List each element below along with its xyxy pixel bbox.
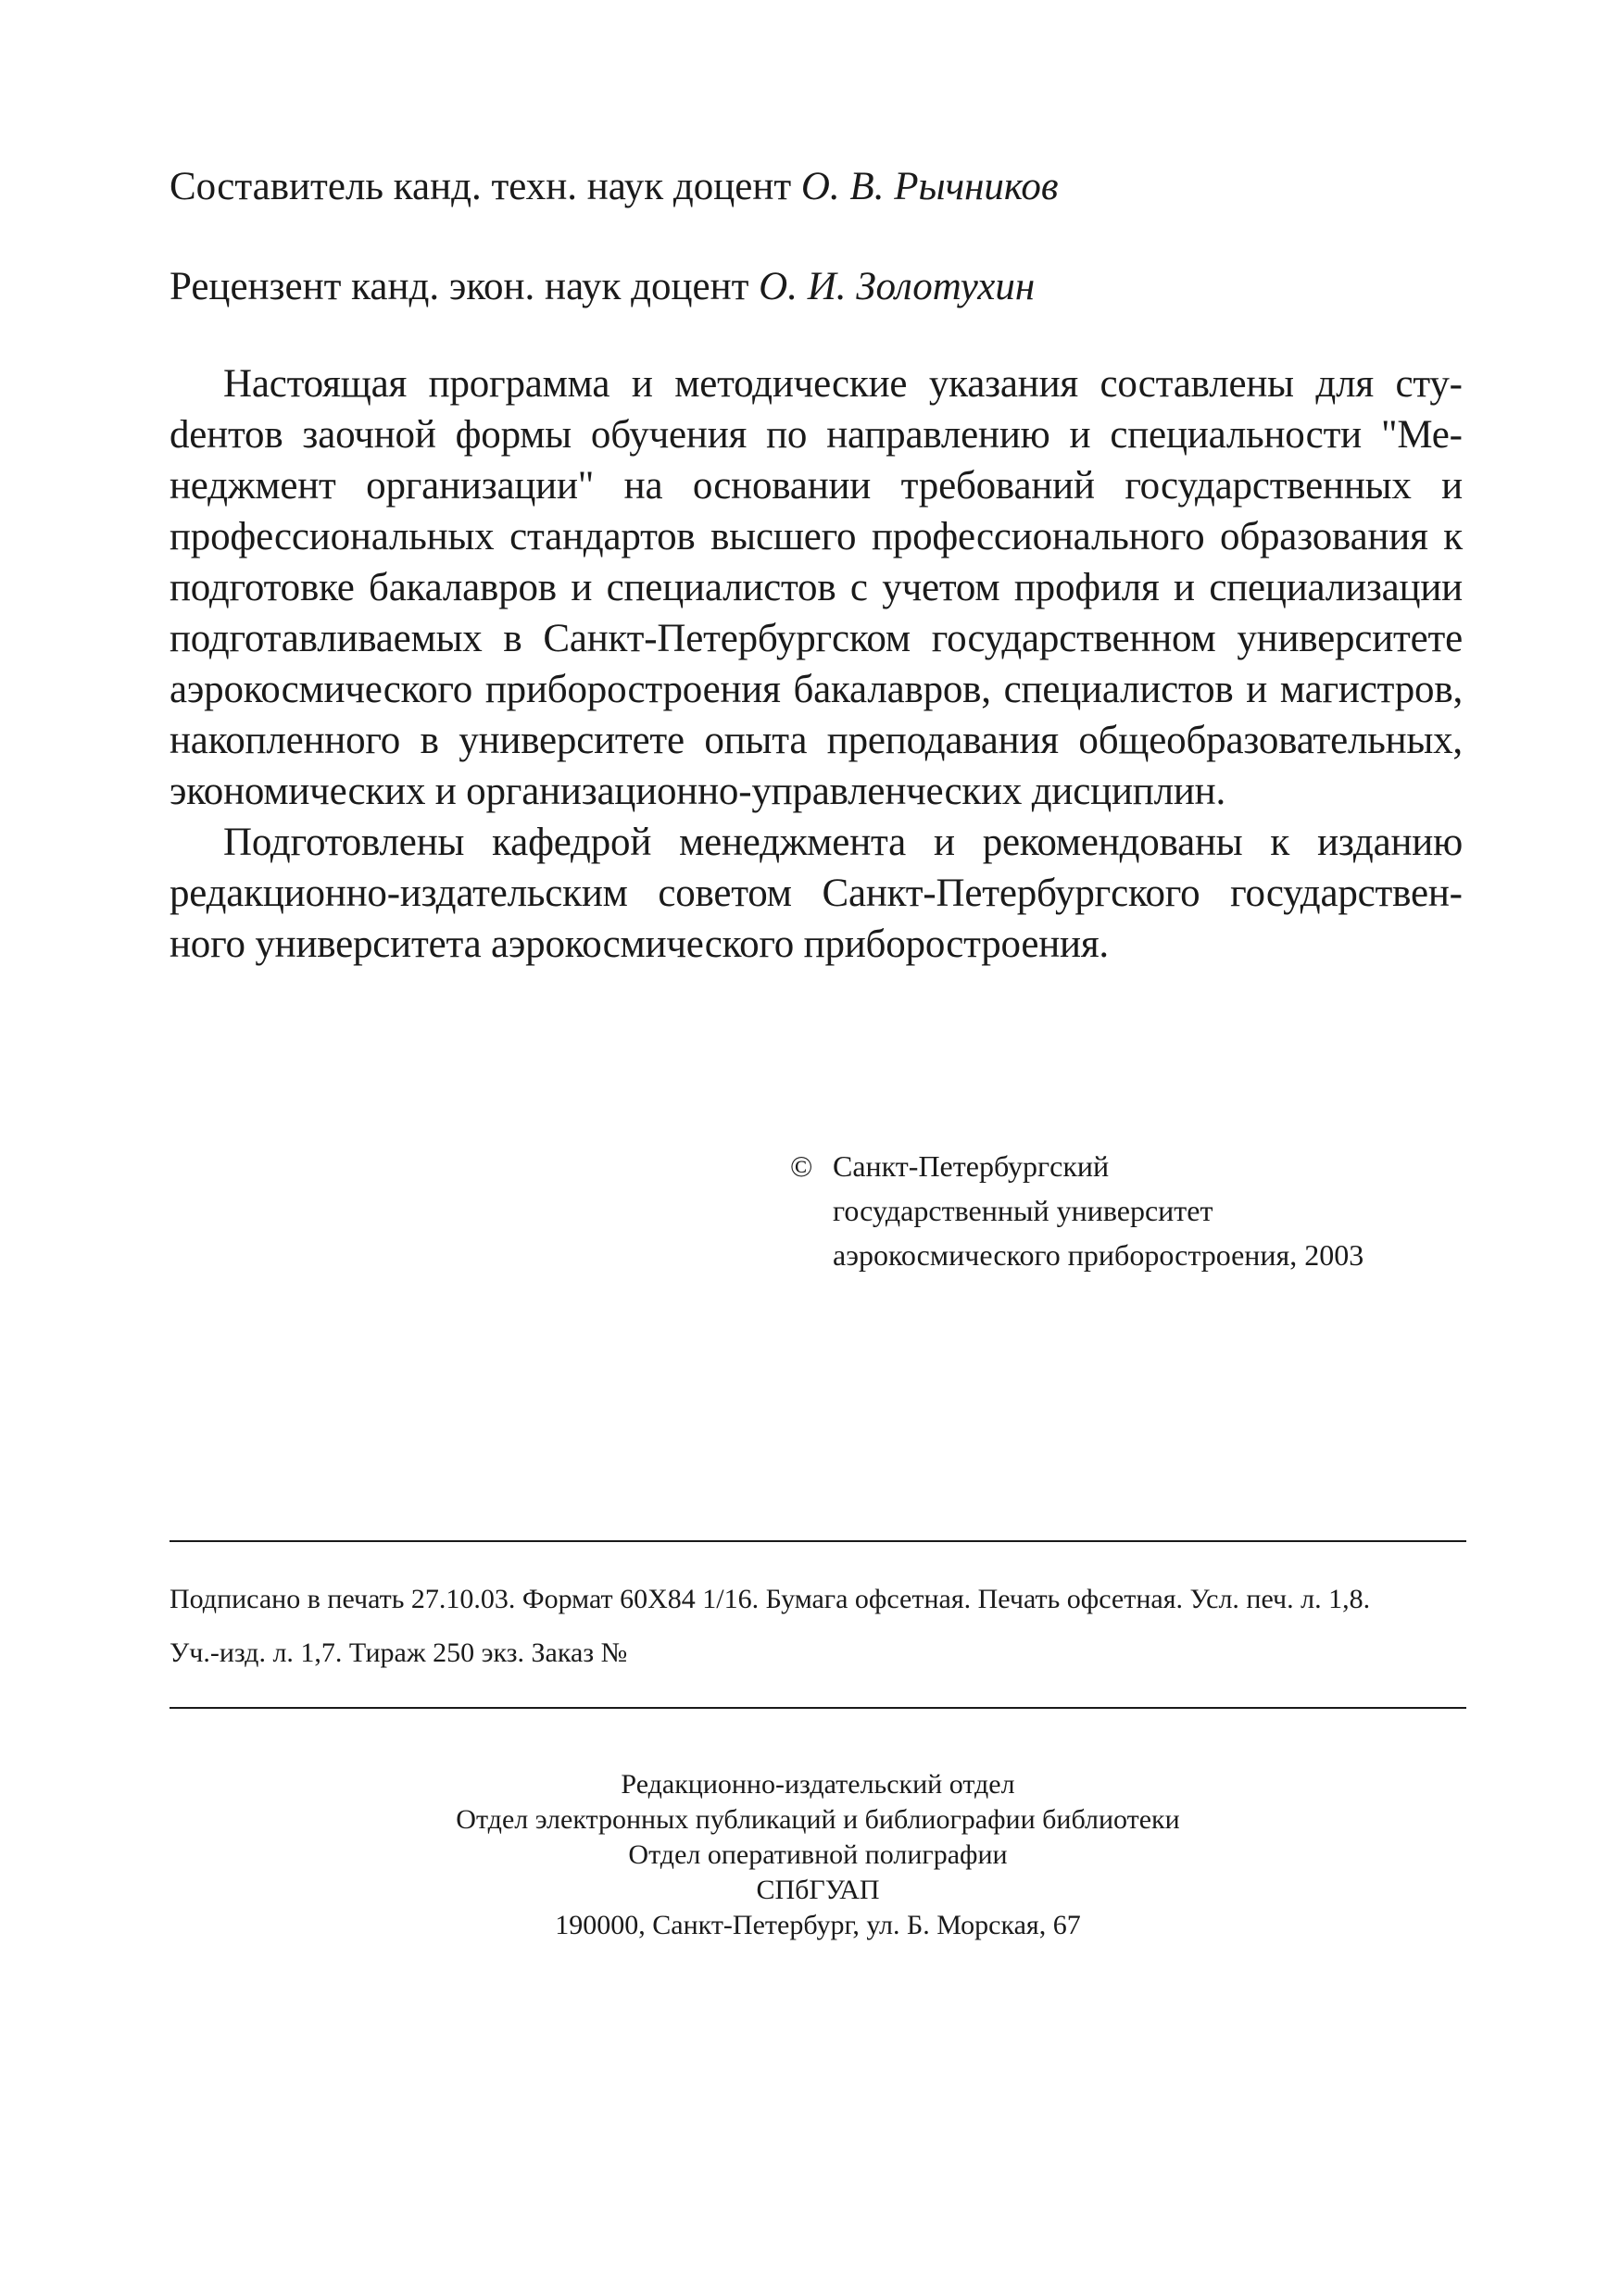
publisher-line-3: Отдел оперативной полиграфии bbox=[628, 1839, 1008, 1870]
imprint-line-2: Уч.-изд. л. 1,7. Тираж 250 экз. Заказ № bbox=[170, 1637, 628, 1668]
compiler-name: О. В. Рычников bbox=[800, 165, 1059, 208]
compiler-prefix: Составитель канд. техн. наук доцент bbox=[170, 165, 792, 208]
publisher-line-1: Редакционно-издательский отдел bbox=[621, 1769, 1015, 1800]
publisher-line-5: 190000, Санкт-Петербург, ул. Б. Морская, 67 bbox=[555, 1910, 1081, 1940]
reviewer-credit bbox=[170, 263, 1035, 311]
annotation-paragraph-2: Подготовлены кафедрой менеджмента и рекомендованы к изданию редакционно-издательским советом Санкт-Петербургского государственного университета аэрокосмического приборостроения. bbox=[170, 821, 1463, 966]
annotation-paragraph-1: Настоящая программа и методические указания составлены для стуdентов заочной формы обучения по направлению и специальности "Менеджмент организации" на основании требований государственных и профессиональных стандартов высшего профессионального образования к подготовке бакалавров и специалистов с учетом профиля и специализации подготавливаемых в Санкт-Петербургском государственном университете аэрокосмического приборостроения бакалавров, специалистов и магистров, накопленного в университете опыта преподавания общеобразовательных, экономических и организационно-управленческих дисциплин. bbox=[170, 362, 1463, 813]
publisher-line-2: Отдел электронных публикаций и библиографии библиотеки bbox=[456, 1804, 1180, 1835]
copyright-line-1: Санкт-Петербургский bbox=[833, 1149, 1110, 1183]
divider-top bbox=[170, 1540, 1466, 1542]
reviewer-name: О. И. Золотухин bbox=[759, 265, 1036, 308]
copyright-line-3: аэрокосмического приборостроения, 2003 bbox=[833, 1238, 1364, 1272]
imprint-line-1: Подписано в печать 27.10.03. Формат 60Х84 1/16. Бумага офсетная. Печать офсетная. Усл. печ. л. 1,8. bbox=[170, 1584, 1371, 1614]
copyright-icon: © bbox=[790, 1149, 813, 1183]
divider-bottom bbox=[170, 1707, 1466, 1709]
reviewer-prefix: Рецензент канд. экон. наук доцент bbox=[170, 265, 749, 308]
publisher-block bbox=[170, 1767, 1466, 1943]
compiler-credit bbox=[170, 163, 1059, 211]
publisher-line-4: СПбГУАП bbox=[756, 1875, 880, 1905]
annotation-text bbox=[170, 358, 1463, 970]
copyright-line-2: государственный университет bbox=[833, 1194, 1213, 1227]
